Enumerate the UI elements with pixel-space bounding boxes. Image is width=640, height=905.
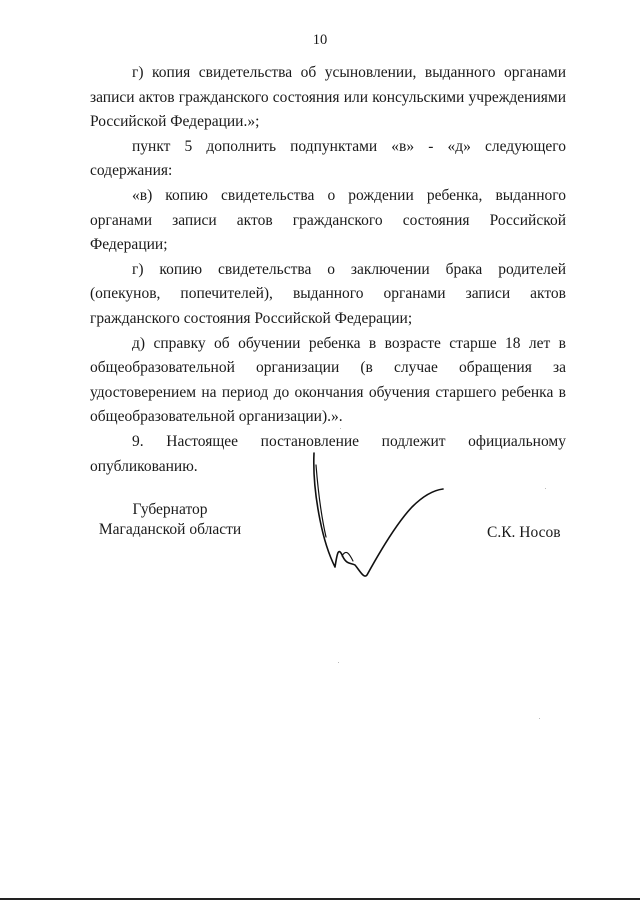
page-number: 10 [312,32,328,48]
scan-speck [340,428,341,429]
paragraph-adoption-certificate: г) копия свидетельства об усыновлении, выданного органами записи актов гражданского состояния или консульскими учреждениями Российской Федерации.»; [90,64,566,131]
handwritten-signature [300,445,460,585]
paragraph-birth-certificate: «в) копию свидетельства о рождении ребенка, выданного органами записи актов гражданского состояния Российской Федерации; [90,186,566,254]
page-bottom-edge [0,898,640,900]
paragraph-education-certificate: д) справку об обучении ребенка в возрасте старше 18 лет в общеобразовательной организации (в случае обращения за удостоверением на период до окончания обучения старшего ребенка в общеобразовательной организации).». [90,334,566,426]
signatory-position [90,500,250,540]
paragraph-marriage-certificate: г) копию свидетельства о заключении брака родителей (опекунов, попечителей), выданного органами записи актов гражданского состояния Российской Федерации; [90,260,566,327]
scan-speck [338,662,339,663]
paragraph-item-5-intro: пункт 5 дополнить подпунктами «в» - «д» следующего содержания: [90,137,566,180]
signatory-name: С.К. Носов [487,524,561,541]
scan-speck [545,488,546,489]
signatory-position-line1: Губернатор [132,501,208,518]
scan-speck [539,718,540,719]
signatory-position-line2: Магаданской области [98,521,242,538]
paragraph-publication: 9. Настоящее постановление подлежит официальному опубликованию. [90,432,566,475]
